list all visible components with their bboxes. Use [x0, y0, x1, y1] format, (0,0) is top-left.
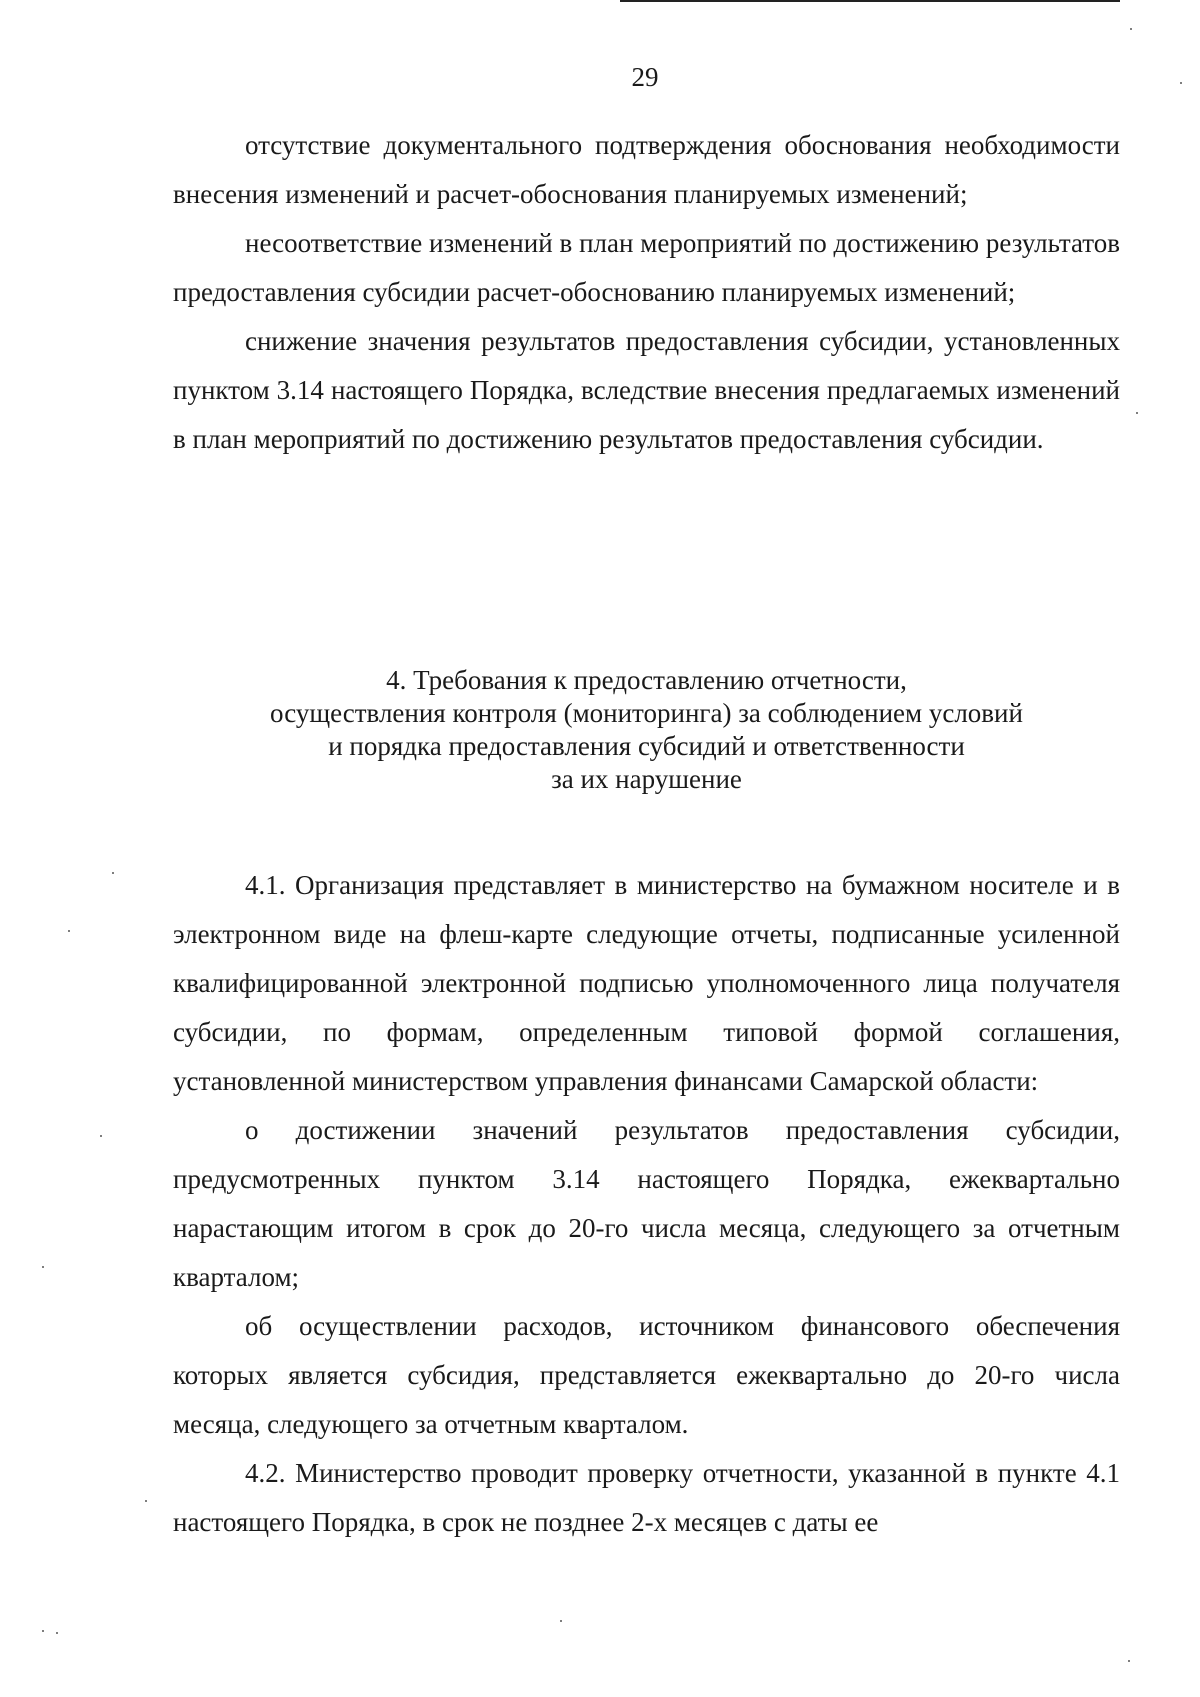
scan-speck: [42, 1266, 44, 1268]
paragraph: несоответствие изменений в план мероприятий по достижению результатов предоставления субсидии расчет-обоснованию планируемых изменений;: [173, 228, 1120, 307]
body-text-top: [173, 121, 1120, 464]
body-text-bottom: [173, 861, 1120, 1547]
scan-speck: [100, 1135, 102, 1137]
section-heading: [173, 664, 1120, 796]
page-number: 29: [631, 62, 659, 92]
scan-speck: [1128, 1660, 1130, 1662]
scan-speck: [1130, 28, 1132, 30]
paragraph: о достижении значений результатов предоставления субсидии, предусмотренных пунктом 3.14 настоящего Порядка, ежеквартально нарастающим итогом в срок до 20-го числа месяца, следующего за отчетным кварталом;: [173, 1115, 1120, 1292]
scan-speck: [56, 1632, 58, 1634]
heading-line: 4. Требования к предоставлению отчетности,: [386, 665, 907, 695]
paragraph: 4.1. Организация представляет в министерство на бумажном носителе и в электронном виде на флеш-карте следующие отчеты, подписанные усиленной квалифицированной электронной подписью уполномоченного лица получателя субсидии, по формам, определенным типовой формой соглашения, установленной министерством управления финансами Самарской области:: [173, 870, 1120, 1096]
scan-speck: [42, 1630, 44, 1632]
scan-speck: [1136, 412, 1138, 414]
paragraph: отсутствие документального подтверждения обоснования необходимости внесения изменений и расчет-обоснования планируемых изменений;: [173, 130, 1120, 209]
scan-speck: [560, 1620, 562, 1622]
scan-speck: [68, 930, 70, 932]
heading-line: за их нарушение: [551, 764, 742, 794]
scan-speck: [112, 872, 114, 874]
paragraph: об осуществлении расходов, источником финансового обеспечения которых является субсидия, представляется ежеквартально до 20-го числа месяца, следующего за отчетным кварталом.: [173, 1311, 1120, 1439]
heading-line: осуществления контроля (мониторинга) за соблюдением условий: [270, 698, 1023, 728]
top-scan-rule: [620, 0, 1120, 2]
paragraph: снижение значения результатов предоставления субсидии, установленных пунктом 3.14 настоящего Порядка, вследствие внесения предлагаемых изменений в план мероприятий по достижению результатов предоставления субсидии.: [173, 326, 1120, 454]
scan-speck: [145, 1500, 147, 1502]
heading-line: и порядка предоставления субсидий и ответственности: [328, 731, 965, 761]
paragraph: 4.2. Министерство проводит проверку отчетности, указанной в пункте 4.1 настоящего Порядка, в срок не позднее 2-х месяцев с даты ее: [173, 1458, 1120, 1537]
scan-speck: [1180, 82, 1182, 84]
